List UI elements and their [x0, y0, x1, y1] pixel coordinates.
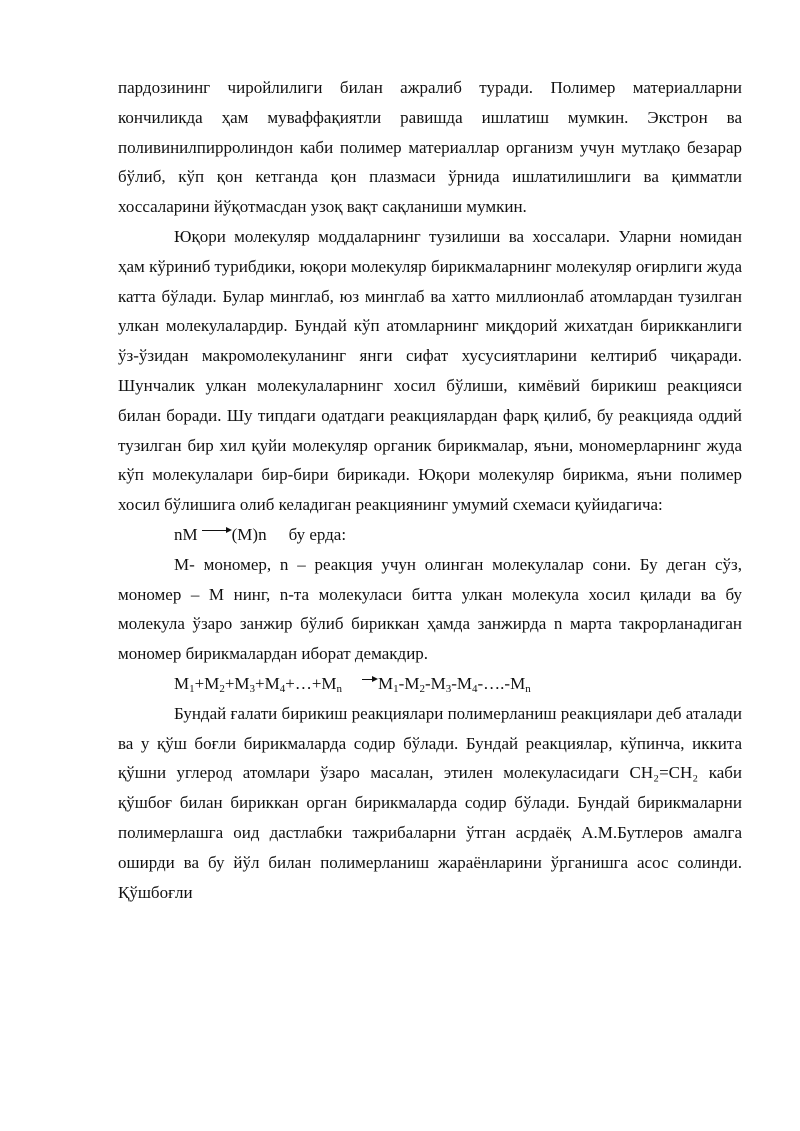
reaction-scheme [118, 520, 742, 550]
right-arrow-icon [362, 679, 378, 680]
right-arrow-icon [202, 530, 232, 531]
equation-left: nM [174, 524, 198, 544]
equation-note: бу ерда: [288, 524, 347, 544]
paragraph-1: пардозининг чиройлилиги билан ажралиб туради. Полимер материалларни кончиликда ҳам муваффақиятли равишда ишлатиш мумкин. Экстрон ва поливинилпирролиндон каби полимер материаллар организм учун мутлақо безарар бўлиб, кўп қон кетганда қон плазмаси ўрнида ишлатилишлиги ва қимматли хоссаларини йўқотмасдан узоқ вақт сақланиши мумкин. [118, 78, 742, 217]
equation-2-left: $M_1+M_2+M_3+M_4+\dots+M_n$ [174, 673, 343, 695]
equation-right: (M)n [231, 524, 267, 544]
paragraph-4: Бундай ғалати бирикиш реакциялари полимерланиш реакциялари деб аталади ва у қўш боғли бирикмаларда содир бўлади. Бундай реакциялар, кўпинча, иккита қўшни углерод атомлари ўзаро масалан, этилен молекуласидаги CH₂=CH₂ каби қўшбоғ билан бириккан орган бирикмаларда содир бўлади. Бундай бирикмаларни полимерлашга оид дастлабки тажрибаларни ўтган асрдаёқ А.М.Бутлеров амалга оширди ва бу йўл билан полимерланиш жараёнларини ўрганишга асос солинди. Қўшбоғли [118, 703, 742, 902]
polymerization-equation [118, 669, 742, 699]
equation-2-right: $M_1-M_2-M_3-M_4-\dots.-M_n$ [378, 673, 531, 695]
paragraph-2: Юқори молекуляр моддаларнинг тузилиши ва хоссалари. Уларни номидан ҳам кўриниб турибдики, юқори молекуляр бирикмаларнинг молекуляр оғирлиги жуда катта бўлади. Булар минглаб, юз минглаб ва хатто миллионлаб атомлардан тузилган улкан молекулалардир. Бундай кўп атомларнинг миқдорий жихатдан бирикканлиги ўз-ўзидан макромолекуланинг янги сифат хусусиятларини келтириб чиқаради. Шунчалик улкан молекулаларнинг хосил бўлиши, кимёвий бирикиш реакцияси билан боради. Шу типдаги одатдаги реакциялардан фарқ қилиб, бу реакцияда оддий тузилган бир хил қуйи молекуляр органик бирикмалар, яъни, мономерларнинг жуда кўп молекулалари бир-бири бирикади. Юқори молекуляр бирикма, яъни полимер хосил бўлишига олиб келадиган реакциянинг умумий схемаси қуйидагича: [118, 226, 742, 515]
document-page [118, 73, 742, 907]
paragraph-3: M- мономер, n – реакция учун олинган молекулалар сони. Бу деган сўз, мономер – M нинг, n-та молекуласи битта улкан молекула хосил қилади ва бу молекула ўзаро занжир бўлиб бириккан ҳамда занжирда n марта такрорланадиган мономер бирикмалардан иборат демакдир. [118, 554, 742, 664]
